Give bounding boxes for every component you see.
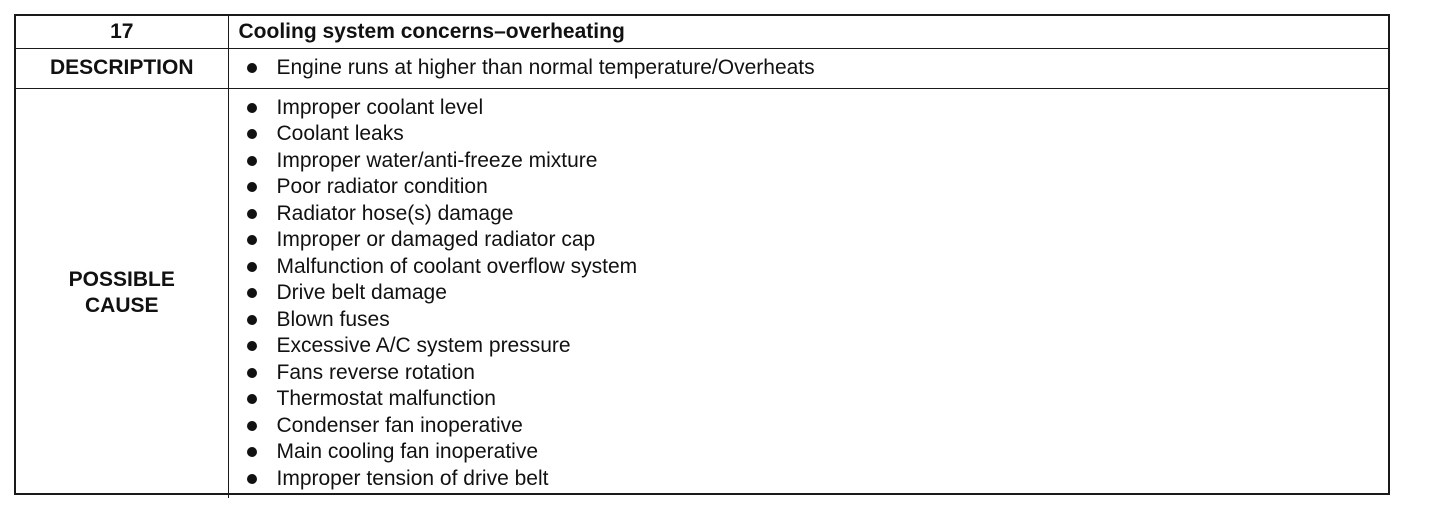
- diagnostic-table: [16, 16, 1388, 498]
- concern-number: 17: [16, 16, 228, 49]
- possible-cause-label: [16, 88, 228, 498]
- bullet-icon: [247, 182, 257, 192]
- possible-cause-label-line1: POSSIBLE: [68, 267, 175, 291]
- list-item: [243, 280, 1389, 307]
- list-item: [243, 413, 1389, 440]
- description-cell: [228, 49, 1388, 89]
- cause-text: Main cooling fan inoperative: [276, 440, 538, 463]
- bullet-icon: [247, 63, 257, 73]
- bullet-icon: [247, 421, 257, 431]
- bullet-icon: [247, 129, 257, 139]
- bullet-icon: [247, 315, 257, 325]
- list-item: [243, 55, 1389, 82]
- list-item: [243, 148, 1389, 175]
- possible-cause-list: [229, 89, 1389, 499]
- list-item: [243, 201, 1389, 228]
- cause-text: Thermostat malfunction: [276, 387, 496, 410]
- bullet-icon: [247, 394, 257, 404]
- list-item: [243, 360, 1389, 387]
- bullet-icon: [247, 341, 257, 351]
- list-item: [243, 121, 1389, 148]
- bullet-icon: [247, 288, 257, 298]
- description-text: Engine runs at higher than normal temperature/Overheats: [276, 56, 815, 79]
- bullet-icon: [247, 156, 257, 166]
- cause-text: Improper coolant level: [276, 95, 484, 119]
- list-item: [243, 95, 1389, 122]
- list-item: [243, 386, 1389, 413]
- cause-text: Improper water/anti-freeze mixture: [276, 148, 598, 172]
- bullet-icon: [247, 368, 257, 378]
- cause-text: Condenser fan inoperative: [276, 413, 523, 437]
- cause-text: Poor radiator condition: [276, 175, 488, 198]
- list-item: [243, 333, 1389, 360]
- bullet-icon: [247, 235, 257, 245]
- diagnostic-table-frame: [14, 14, 1390, 495]
- list-item: [243, 439, 1389, 466]
- cause-text: Fans reverse rotation: [276, 360, 475, 384]
- bullet-icon: [247, 262, 257, 272]
- description-list: [229, 49, 1389, 88]
- cause-text: Blown fuses: [276, 307, 390, 331]
- cause-text: Excessive A/C system pressure: [276, 334, 571, 357]
- list-item: [243, 254, 1389, 281]
- possible-cause-label-line2: CAUSE: [84, 294, 159, 318]
- cause-text: Improper tension of drive belt: [276, 466, 549, 490]
- header-row: [16, 16, 1388, 49]
- list-item: [243, 307, 1389, 334]
- cause-text: Coolant leaks: [276, 122, 404, 145]
- bullet-icon: [247, 447, 257, 457]
- cause-text: Radiator hose(s) damage: [276, 201, 514, 225]
- list-item: [243, 227, 1389, 254]
- cause-text: Drive belt damage: [276, 281, 447, 304]
- description-row: [16, 49, 1388, 89]
- possible-cause-cell: [228, 88, 1388, 498]
- description-label: DESCRIPTION: [16, 49, 228, 89]
- bullet-icon: [247, 474, 257, 484]
- bullet-icon: [247, 103, 257, 113]
- bullet-icon: [247, 209, 257, 219]
- possible-cause-row: [16, 88, 1388, 498]
- list-item: [243, 174, 1389, 201]
- concern-title: Cooling system concerns–overheating: [228, 16, 1388, 49]
- list-item: [243, 466, 1389, 493]
- cause-text: Improper or damaged radiator cap: [276, 228, 596, 251]
- cause-text: Malfunction of coolant overflow system: [276, 254, 638, 278]
